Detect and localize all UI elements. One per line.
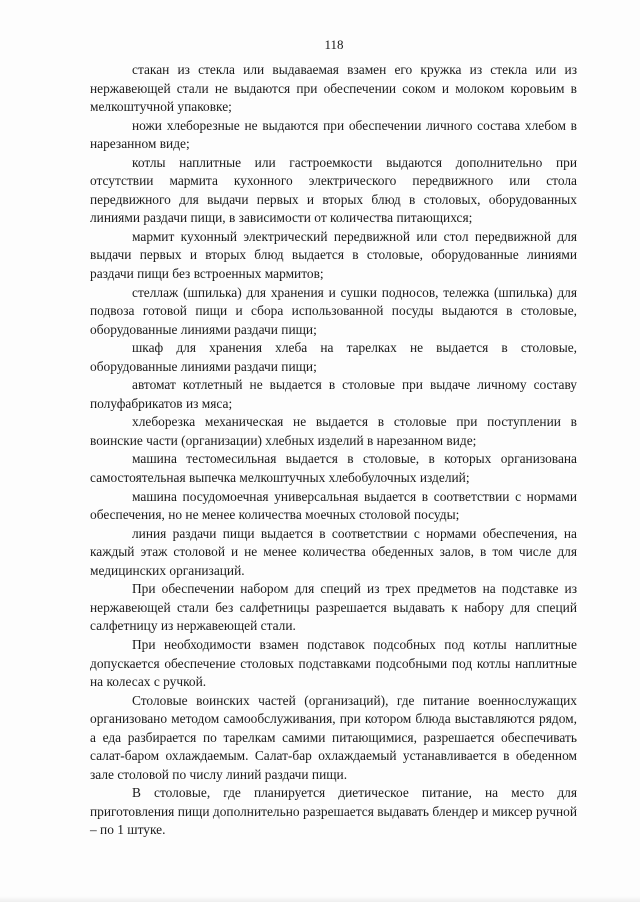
paragraph-kettles: котлы наплитные или гастроемкости выдаются дополнительно при отсутствии мармита кухонного электрического передвижного или стола передвижного для выдачи первых и вторых блюд в столовых, оборудованных линиями раздачи пищи, в зависимости от количества питающихся; [90, 154, 577, 226]
paragraph-serving-line: линия раздачи пищи выдается в соответствии с нормами обеспечения, на каждый этаж столовой и не менее количества обеденных залов, в том числе для медицинских организаций. [90, 525, 577, 578]
paragraph-glass: стакан из стекла или выдаваемая взамен его кружка из стекла или из нержавеющей стали не выдаются при обеспечении соком и молоком коровьим в мелкоштучной упаковке; [90, 62, 577, 115]
paragraph-spice-set: При обеспечении набором для специй из трех предметов на подставке из нержавеющей стали без салфетницы разрешается выдавать к набору для специй салфетницу из нержавеющей стали. [90, 581, 577, 634]
paragraph-marmite: мармит кухонный электрический передвижной или стол передвижной для выдачи первых и вторых блюд выдается в столовые, оборудованные линиями раздачи пищи без встроенных мармитов; [90, 228, 577, 282]
paragraph-bread-knives: ножи хлеборезные не выдаются при обеспечении личного состава хлебом в нарезанном виде; [90, 117, 577, 152]
paragraph-bread-slicer: хлеборезка механическая не выдается в столовые при поступлении в воинские части (организации) хлебных изделий в нарезанном виде; [90, 414, 577, 448]
paragraph-salad-bar: Столовые воинских частей (организаций), где питание военнослужащих организовано методом самообслуживания, при котором блюда выставляются рядом, а еда разбирается по тарелкам самими питающимися, разрешается обеспечивать салат-баром охлаждаемым. Салат-бар охлаждаемый устанавливается в обеденном зале столовой по числу линий раздачи пищи. [90, 692, 577, 782]
paragraph-dough-mixer: машина тестомесильная выдается в столовые, в которых организована самостоятельная выпечка мелкоштучных хлебобулочных изделий; [90, 451, 577, 486]
paragraph-cutlet-machine: автомат котлетный не выдается в столовые при выдаче личному составу полуфабрикатов из мяса; [90, 377, 577, 411]
paragraph-bread-cabinet: шкаф для хранения хлеба на тарелках не выдается в столовые, оборудованные линиями раздачи пищи; [90, 340, 577, 374]
document-body [90, 61, 577, 840]
page-number: 118 [324, 37, 344, 52]
paragraph-blender-mixer: В столовые, где планируется диетическое питание, на место для приготовления пищи дополнительно разрешается выдавать блендер и миксер ручной – по 1 штуке. [90, 785, 577, 838]
scan-edge-shadow [0, 896, 640, 902]
paragraph-dishwasher: машина посудомоечная универсальная выдается в соответствии с нормами обеспечения, но не менее количества моечных столовой посуды; [90, 488, 577, 523]
paragraph-rack-trolley: стеллаж (шпилька) для хранения и сушки подносов, тележка (шпилька) для подвоза готовой пищи и сбора использованной посуды выдаются в столовые, оборудованные линиями раздачи пищи; [90, 284, 577, 337]
paragraph-kettle-stands: При необходимости взамен подставок подсобных под котлы наплитные допускается обеспечение столовых подставками подсобными под котлы наплитные на колесах с ручкой. [90, 636, 577, 690]
